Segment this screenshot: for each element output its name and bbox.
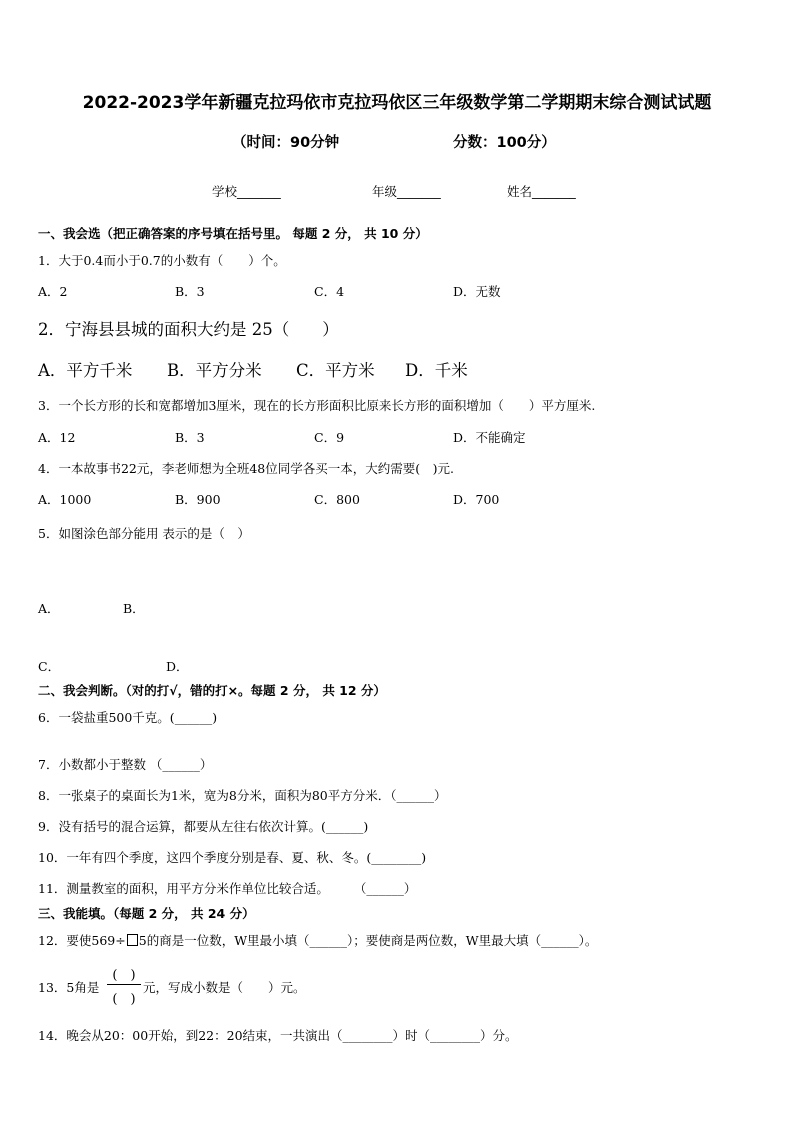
q12-text-start: 12．要使569÷ (38, 933, 126, 948)
fraction-bar (107, 984, 141, 985)
school-field: 学校_______ (212, 184, 281, 199)
q3-option-b: B．3 (175, 430, 205, 445)
question-13-end: 元，写成小数是（ ）元。 (143, 980, 306, 995)
fraction (105, 962, 143, 1006)
question-14: 14．晚会从20：00开始，到22：20结束，一共演出（________）时（________）分。 (38, 1028, 518, 1043)
q3-option-a: A．12 (38, 430, 76, 445)
section-3-heading: 三、我能填。（每题 2 分， 共 24 分） (38, 906, 255, 921)
q4-option-b: B．900 (175, 492, 221, 507)
section-1-heading: 一、我会选（把正确答案的序号填在括号里。 每题 2 分， 共 10 分） (38, 226, 428, 241)
q2-option-d: D．千米 (405, 361, 468, 380)
question-11: 11．测量教室的面积，用平方分米作单位比较合适。 （______） (38, 881, 417, 896)
question-13-start: 13．5角是 (38, 980, 100, 995)
page-title: 2022-2023学年新疆克拉玛依市克拉玛依区三年级数学第二学期期末综合测试试题 (82, 93, 712, 113)
question-9: 9．没有括号的混合运算，都要从左往右依次计算。(______) (38, 819, 369, 834)
question-2: 2．宁海县县城的面积大约是 25（ ） (38, 320, 339, 339)
q1-option-a: A．2 (38, 284, 68, 299)
q4-option-c: C．800 (314, 492, 360, 507)
question-6: 6．一袋盐重500千克。(______) (38, 710, 218, 725)
name-field: 姓名_______ (507, 184, 576, 199)
q2-option-a: A．平方千米 (38, 361, 133, 380)
q12-text-end: 5的商是一位数，W里最小填（______）；要使商是两位数，W里最大填（______）。 (138, 933, 598, 948)
q4-option-d: D．700 (453, 492, 500, 507)
q1-option-c: C．4 (314, 284, 345, 299)
question-1: 1．大于0.4而小于0.7的小数有（ ）个。 (38, 253, 286, 268)
q3-option-c: C．9 (314, 430, 345, 445)
q5-option-b: B． (123, 601, 145, 616)
question-7: 7．小数都小于整数 （______） (38, 757, 213, 772)
q5-option-c: C． (38, 659, 61, 674)
question-4: 4．一本故事书22元，李老师想为全班48位同学各买一本，大约需要( )元. (38, 461, 454, 476)
q5-option-a: A． (38, 601, 60, 616)
question-8: 8．一张桌子的桌面长为1米，宽为8分米，面积为80平方分米．（______） (38, 788, 447, 803)
question-3: 3．一个长方形的长和宽都增加3厘米，现在的长方形面积比原来长方形的面积增加（ ）平方厘米. (38, 398, 596, 413)
q5-option-d: D． (166, 659, 189, 674)
question-10: 10．一年有四个季度，这四个季度分别是春、夏、秋、冬。(________) (38, 850, 427, 865)
q1-option-d: D．无数 (453, 284, 501, 299)
exam-score: 分数：100分） (453, 135, 556, 151)
grade-field: 年级_______ (372, 184, 441, 199)
question-5: 5．如图涂色部分能用 表示的是（ ） (38, 526, 250, 541)
q4-option-a: A．1000 (38, 492, 92, 507)
exam-time: （时间：90分钟 (232, 135, 340, 151)
q2-option-c: C．平方米 (296, 361, 375, 380)
section-2-heading: 二、我会判断。（对的打√，错的打×。每题 2 分， 共 12 分） (38, 683, 386, 698)
q1-option-b: B．3 (175, 284, 205, 299)
q2-option-b: B．平方分米 (167, 361, 262, 380)
blank-box (127, 934, 138, 946)
question-12 (38, 931, 597, 949)
fraction-denominator: ( ) (112, 992, 136, 1007)
q3-option-d: D．不能确定 (453, 430, 526, 445)
fraction-numerator: ( ) (112, 968, 136, 983)
